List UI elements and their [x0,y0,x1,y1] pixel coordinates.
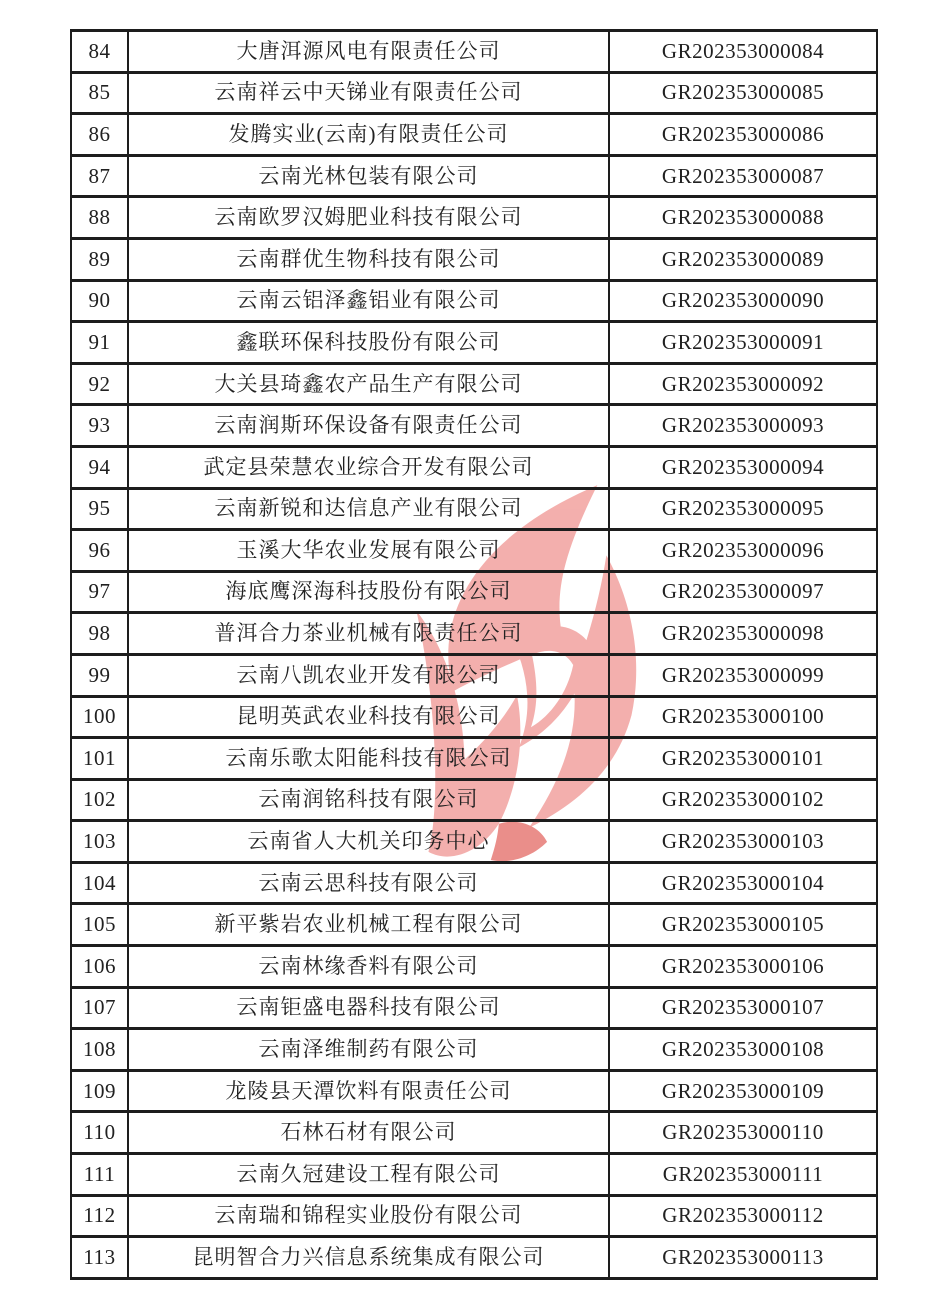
company-name-cell: 发腾实业(云南)有限责任公司 [128,114,609,156]
row-number-cell: 84 [71,31,128,73]
row-number-cell: 104 [71,862,128,904]
certificate-table [70,29,878,1280]
row-number-cell: 111 [71,1154,128,1196]
company-name-cell: 云南瑞和锦程实业股份有限公司 [128,1195,609,1237]
row-number-cell: 92 [71,363,128,405]
cert-number-cell: GR202353000096 [609,530,877,572]
cert-number-cell: GR202353000084 [609,31,877,73]
cert-number-cell: GR202353000088 [609,197,877,239]
company-name-cell: 鑫联环保科技股份有限公司 [128,322,609,364]
cert-number-cell: GR202353000090 [609,280,877,322]
row-number-cell: 100 [71,696,128,738]
table-row [71,72,877,114]
company-name-cell: 云南钜盛电器科技有限公司 [128,987,609,1029]
table-row [71,1112,877,1154]
company-name-cell: 昆明智合力兴信息系统集成有限公司 [128,1237,609,1279]
row-number-cell: 106 [71,946,128,988]
table-row [71,322,877,364]
row-number-cell: 105 [71,904,128,946]
company-name-cell: 云南林缘香料有限公司 [128,946,609,988]
table-row [71,862,877,904]
company-name-cell: 云南泽维制药有限公司 [128,1029,609,1071]
table-row [71,238,877,280]
company-name-cell: 石林石材有限公司 [128,1112,609,1154]
row-number-cell: 99 [71,654,128,696]
cert-number-cell: GR202353000103 [609,821,877,863]
row-number-cell: 107 [71,987,128,1029]
company-name-cell: 云南光林包装有限公司 [128,155,609,197]
table-row [71,654,877,696]
row-number-cell: 103 [71,821,128,863]
row-number-cell: 93 [71,405,128,447]
company-name-cell: 云南八凯农业开发有限公司 [128,654,609,696]
cert-number-cell: GR202353000099 [609,654,877,696]
cert-number-cell: GR202353000106 [609,946,877,988]
table-row [71,530,877,572]
table-row [71,405,877,447]
company-name-cell: 武定县荣慧农业综合开发有限公司 [128,446,609,488]
row-number-cell: 88 [71,197,128,239]
row-number-cell: 112 [71,1195,128,1237]
table-row [71,446,877,488]
row-number-cell: 98 [71,613,128,655]
company-name-cell: 云南润铭科技有限公司 [128,779,609,821]
company-name-cell: 昆明英武农业科技有限公司 [128,696,609,738]
company-name-cell: 云南新锐和达信息产业有限公司 [128,488,609,530]
table-row [71,1237,877,1279]
cert-number-cell: GR202353000108 [609,1029,877,1071]
company-name-cell: 云南乐歌太阳能科技有限公司 [128,738,609,780]
cert-number-cell: GR202353000086 [609,114,877,156]
table-row [71,1070,877,1112]
cert-number-cell: GR202353000098 [609,613,877,655]
cert-number-cell: GR202353000104 [609,862,877,904]
company-name-cell: 云南润斯环保设备有限责任公司 [128,405,609,447]
row-number-cell: 85 [71,72,128,114]
cert-number-cell: GR202353000094 [609,446,877,488]
cert-number-cell: GR202353000097 [609,571,877,613]
cert-number-cell: GR202353000111 [609,1154,877,1196]
company-name-cell: 云南省人大机关印务中心 [128,821,609,863]
row-number-cell: 86 [71,114,128,156]
cert-number-cell: GR202353000092 [609,363,877,405]
cert-number-cell: GR202353000109 [609,1070,877,1112]
row-number-cell: 96 [71,530,128,572]
row-number-cell: 109 [71,1070,128,1112]
cert-number-cell: GR202353000089 [609,238,877,280]
table-row [71,696,877,738]
cert-number-cell: GR202353000100 [609,696,877,738]
cert-number-cell: GR202353000105 [609,904,877,946]
cert-number-cell: GR202353000112 [609,1195,877,1237]
company-name-cell: 普洱合力茶业机械有限责任公司 [128,613,609,655]
table-row [71,821,877,863]
table-row [71,31,877,73]
company-name-cell: 龙陵县天潭饮料有限责任公司 [128,1070,609,1112]
company-name-cell: 大关县琦鑫农产品生产有限公司 [128,363,609,405]
table-row [71,280,877,322]
company-name-cell: 玉溪大华农业发展有限公司 [128,530,609,572]
company-name-cell: 云南祥云中天锑业有限责任公司 [128,72,609,114]
table-row [71,738,877,780]
table-row [71,197,877,239]
table-row [71,946,877,988]
table-row [71,363,877,405]
table-row [71,613,877,655]
row-number-cell: 89 [71,238,128,280]
cert-number-cell: GR202353000101 [609,738,877,780]
table-row [71,987,877,1029]
row-number-cell: 102 [71,779,128,821]
table-row [71,1029,877,1071]
table-row [71,1195,877,1237]
company-name-cell: 大唐洱源风电有限责任公司 [128,31,609,73]
cert-number-cell: GR202353000093 [609,405,877,447]
row-number-cell: 90 [71,280,128,322]
row-number-cell: 94 [71,446,128,488]
cert-number-cell: GR202353000102 [609,779,877,821]
company-name-cell: 海底鹰深海科技股份有限公司 [128,571,609,613]
table-row [71,114,877,156]
company-name-cell: 云南群优生物科技有限公司 [128,238,609,280]
row-number-cell: 101 [71,738,128,780]
row-number-cell: 108 [71,1029,128,1071]
cert-number-cell: GR202353000107 [609,987,877,1029]
row-number-cell: 110 [71,1112,128,1154]
cert-number-cell: GR202353000087 [609,155,877,197]
row-number-cell: 95 [71,488,128,530]
row-number-cell: 113 [71,1237,128,1279]
cert-number-cell: GR202353000095 [609,488,877,530]
table-row [71,904,877,946]
table-row [71,571,877,613]
row-number-cell: 97 [71,571,128,613]
row-number-cell: 91 [71,322,128,364]
table-row [71,155,877,197]
company-name-cell: 云南云思科技有限公司 [128,862,609,904]
company-name-cell: 云南欧罗汉姆肥业科技有限公司 [128,197,609,239]
table-row [71,488,877,530]
cert-number-cell: GR202353000110 [609,1112,877,1154]
row-number-cell: 87 [71,155,128,197]
company-name-cell: 云南云铝泽鑫铝业有限公司 [128,280,609,322]
table-row [71,779,877,821]
cert-number-cell: GR202353000113 [609,1237,877,1279]
cert-number-cell: GR202353000085 [609,72,877,114]
company-name-cell: 新平紫岩农业机械工程有限公司 [128,904,609,946]
certificate-table-body [71,31,877,1279]
company-name-cell: 云南久冠建设工程有限公司 [128,1154,609,1196]
table-row [71,1154,877,1196]
cert-number-cell: GR202353000091 [609,322,877,364]
